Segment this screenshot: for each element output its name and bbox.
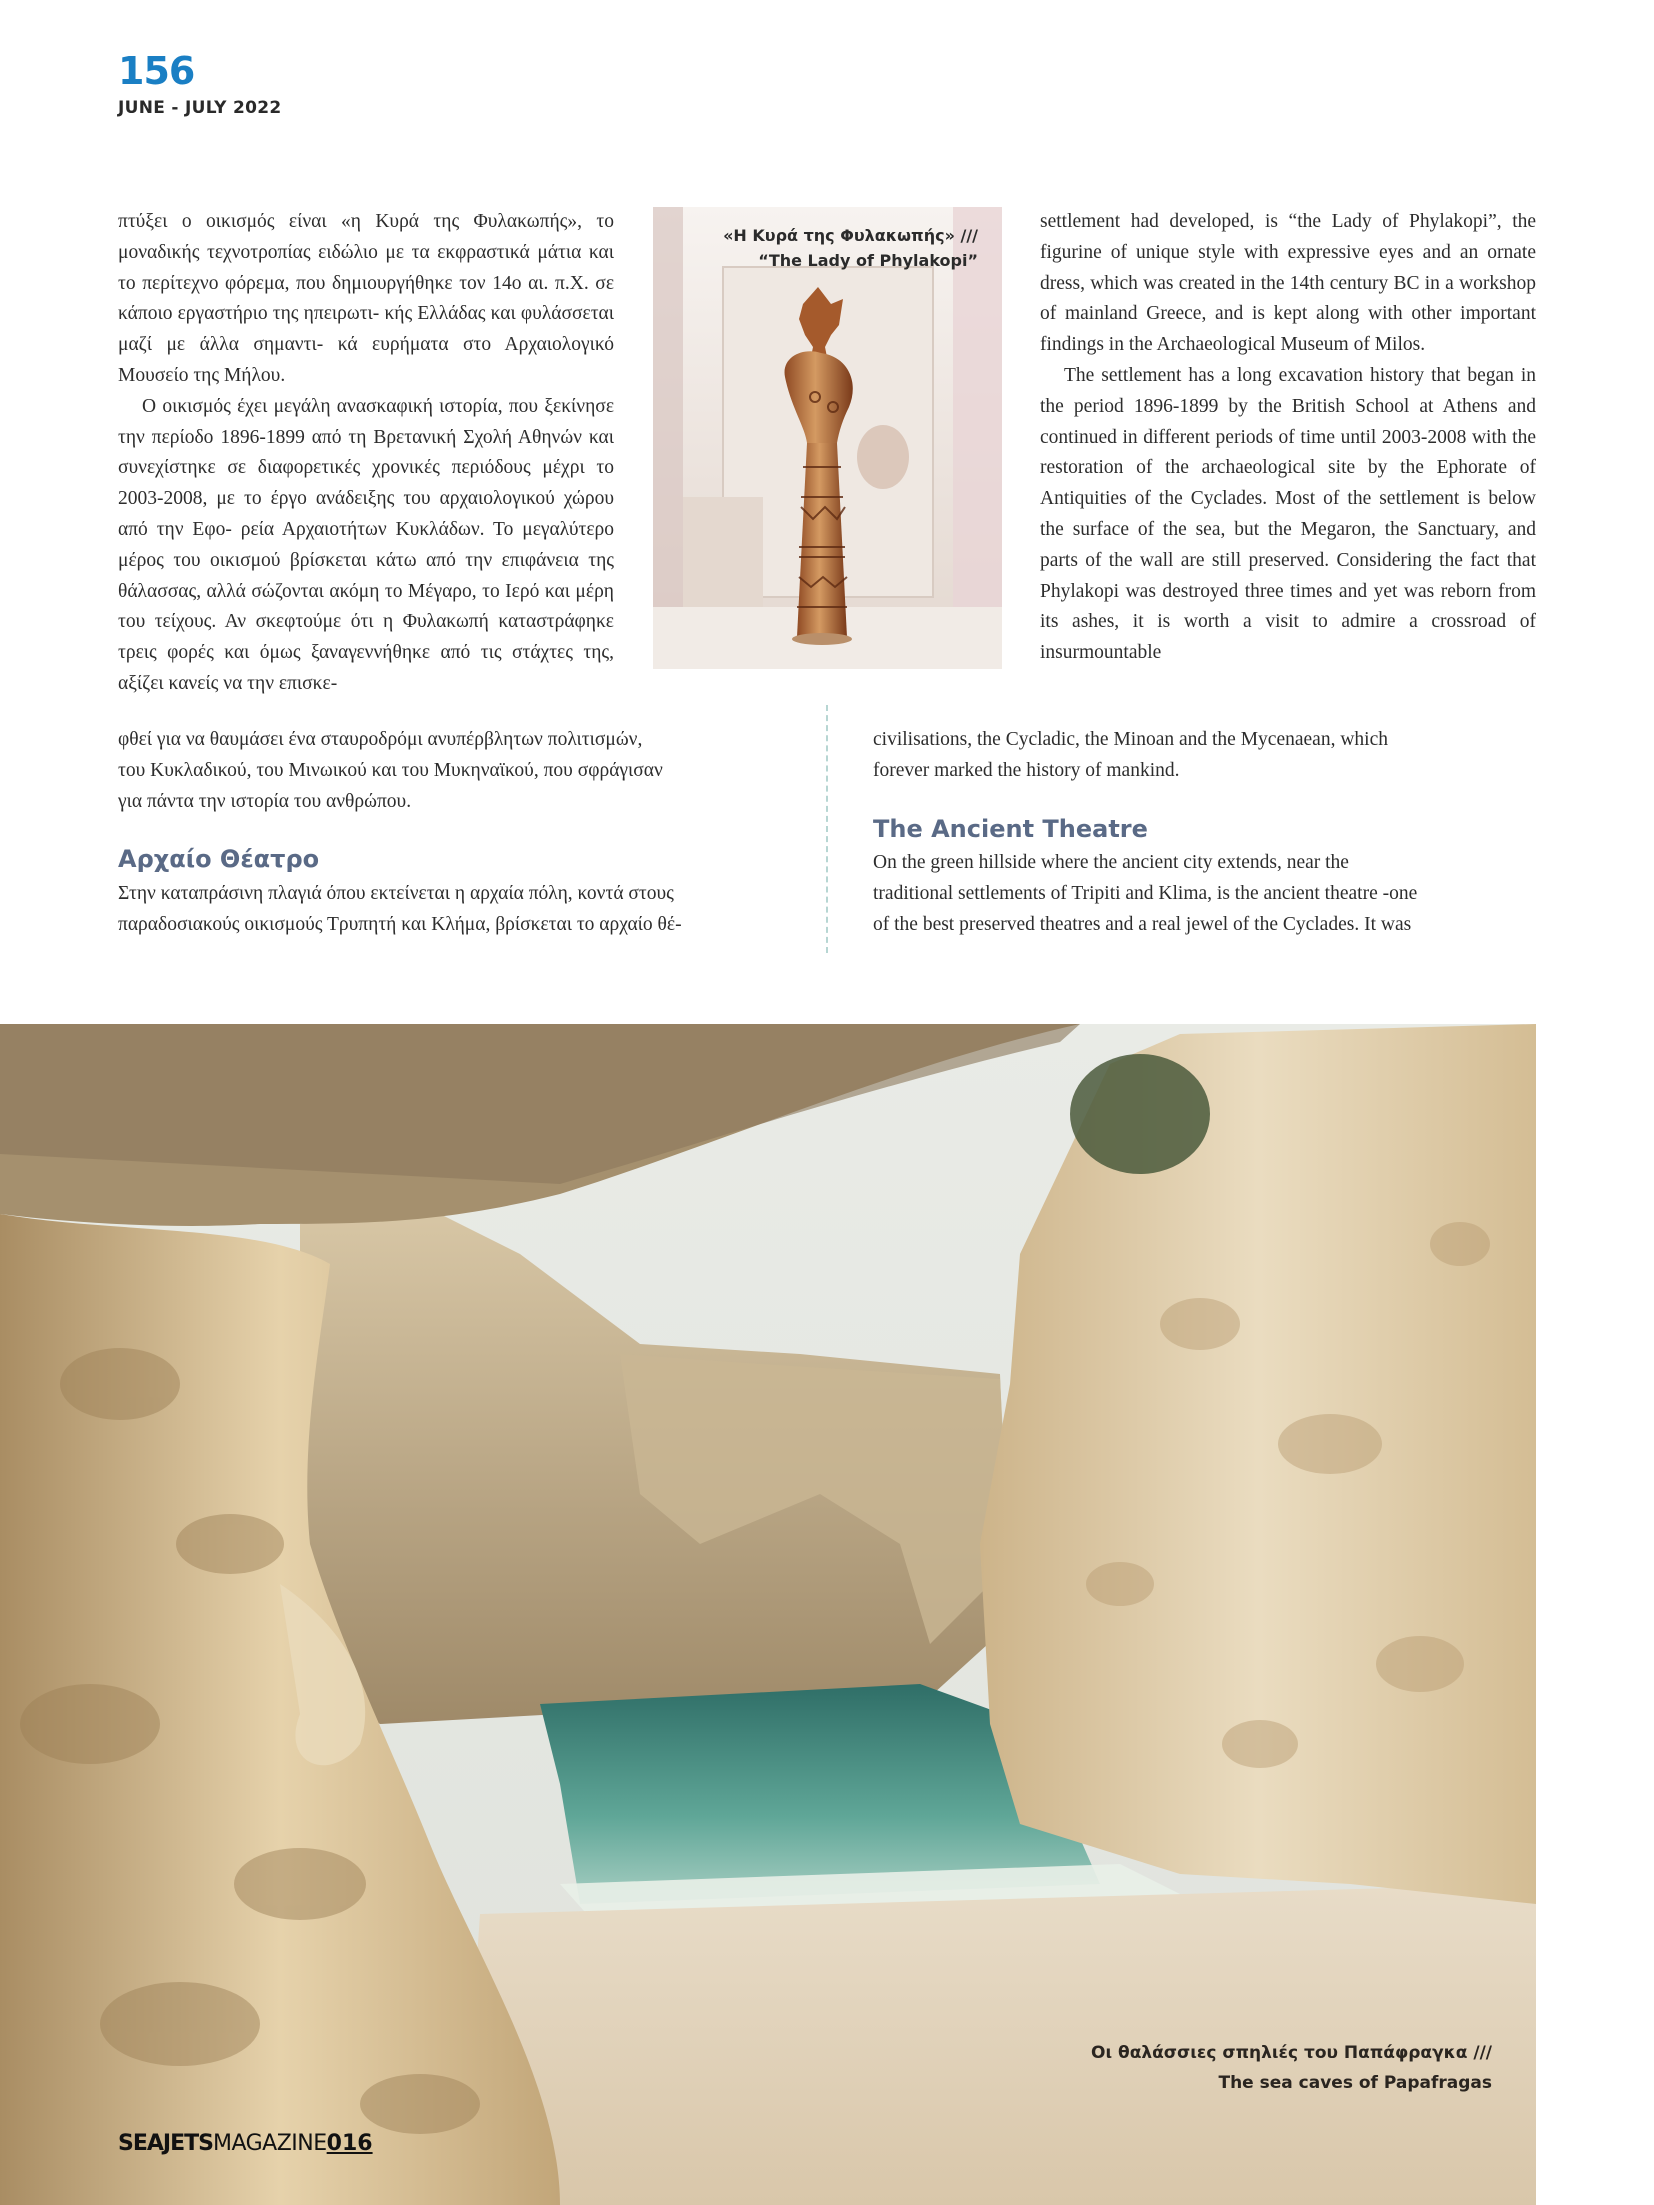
- greek-column-top: [118, 207, 614, 700]
- lady-caption-english: “The Lady of Phylakopi”: [758, 251, 978, 270]
- page-number: 156: [118, 49, 195, 93]
- english-paragraph-2: The settlement has a long excavation history that began in the period 1896-1899 by the British School at Athens and continued in different periods of time until 2003-2008 with the restoration of the archaeological site by the Ephorate of Antiquities of the Cyclades. Most of the settlement is below the surface of the sea, but the Megaron, the Sanctuary, and parts of the wall are still preserved. Considering the fact that Phylakopi was destroyed three times and yet was reborn from its ashes, it is worth a visit to admire a crossroad of insurmountable: [1040, 364, 1537, 664]
- greek-line: για πάντα την ιστορία του ανθρώπου.: [118, 790, 412, 812]
- english-theatre-line: of the best preserved theatres and a real jewel of the Cyclades. It was: [873, 913, 1412, 935]
- greek-paragraph-1: πτύξει ο οικισμός είναι «η Κυρά της Φυλακωπής», το μοναδικής τεχνοτροπίας ειδώλιο με τα εκφραστικά μάτια και το περίτεχνο φόρεμα, που δημιουργήθηκε τον 14ο αι. π.Χ. σε κάποιο εργαστήριο της ηπειρωτι- κής Ελλάδας και φυλάσσεται μαζί με άλλα σημαντι- κά ευρήματα στο Αρχαιολογικό Μουσείο της Μήλου.: [118, 211, 615, 386]
- caves-photo-caption: [1091, 2038, 1492, 2098]
- english-theatre-text: [873, 848, 1536, 940]
- english-column-bottom: [873, 725, 1536, 787]
- column-divider: [826, 705, 828, 953]
- greek-column-bottom: [118, 725, 783, 817]
- magazine-brand: [118, 2131, 373, 2156]
- greek-paragraph-2: Ο οικισμός έχει μεγάλη ανασκαφική ιστορία, που ξεκίνησε την περίοδο 1896-1899 από τη Βρετανική Σχολή Αθηνών και συνεχίστηκε σε διαφορετικές χρονικές περιόδους μέχρι το 2003-2008, με το έργο ανάδειξης του αρχαιολογικού χώρου από την Εφο- ρεία Αρχαιοτήτων Κυκλάδων. Το μεγαλύτερο μέρος του οικισμού βρίσκεται κάτω από την επιφάνεια της θάλασσας, αλλά σώζονται ακόμη το Μέγαρο, το Ιερό και μέρη του τείχους. Αν σκεφτούμε ότι η Φυλακωπή καταστράφηκε τρεις φορές και όμως ξαναγεννήθηκε από τις στάχτες της, αξίζει κανείς να την επισκε-: [118, 395, 615, 694]
- lady-caption-greek: «Η Κυρά της Φυλακωπής» ///: [723, 226, 978, 245]
- brand-magazine-word: MAGAZINE: [212, 2131, 327, 2156]
- english-column-top: [1040, 207, 1536, 669]
- english-section-heading: The Ancient Theatre: [873, 815, 1148, 843]
- lady-photo-caption: [723, 223, 978, 273]
- caves-caption-greek: Οι θαλάσσιες σπηλιές του Παπάφραγκα ///: [1091, 2043, 1492, 2063]
- caves-caption-english: The sea caves of Papafragas: [1218, 2073, 1492, 2093]
- english-theatre-line: On the green hillside where the ancient city extends, near the: [873, 852, 1349, 873]
- issue-date: JUNE - JULY 2022: [118, 98, 282, 118]
- greek-line: φθεί για να θαυμάσει ένα σταυροδρόμι ανυπέρβλητων πολιτισμών,: [118, 729, 643, 750]
- english-line: civilisations, the Cycladic, the Minoan and the Mycenaean, which: [873, 729, 1388, 750]
- lady-of-phylakopi-photo: [653, 207, 1002, 669]
- brand-logo: SEAJETS: [118, 2131, 213, 2156]
- english-theatre-line: traditional settlements of Tripiti and Klima, is the ancient theatre -one: [873, 882, 1418, 904]
- greek-line: του Κυκλαδικού, του Μινωικού και του Μυκηναϊκού, που σφράγισαν: [118, 759, 663, 781]
- greek-theatre-line: παραδοσιακούς οικισμούς Τρυπητή και Κλήμα, βρίσκεται το αρχαίο θέ-: [118, 913, 682, 935]
- sea-caves-photo: [0, 1024, 1536, 2205]
- greek-theatre-line: Στην καταπράσινη πλαγιά όπου εκτείνεται η αρχαία πόλη, κοντά στους: [118, 883, 674, 904]
- greek-theatre-text: [118, 879, 783, 941]
- english-paragraph-1: settlement had developed, is “the Lady of Phylakopi”, the figurine of unique style with expressive eyes and an ornate dress, which was created in the 14th century BC in a workshop of mainland Greece, and is kept along with other important findings in the Archaeological Museum of Milos.: [1040, 211, 1537, 356]
- greek-section-heading: Αρχαίο Θέατρο: [118, 845, 320, 873]
- english-line: forever marked the history of mankind.: [873, 759, 1180, 781]
- brand-issue-number: 016: [326, 2131, 373, 2156]
